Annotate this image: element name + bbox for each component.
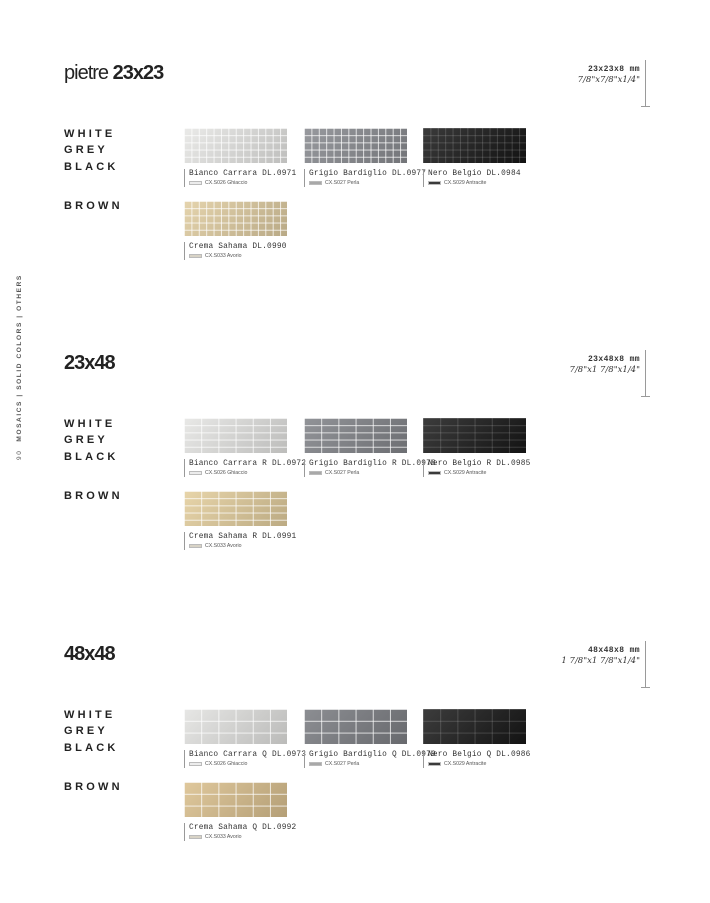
color-swatch xyxy=(309,471,322,475)
product-card xyxy=(304,709,436,768)
dimensions-mm: 48x48x8 mm xyxy=(587,646,640,655)
dimensions xyxy=(578,65,640,85)
mosaic-tile-image xyxy=(184,201,287,236)
product-code-text: CX.S029 Antracite xyxy=(444,470,487,476)
product-meta xyxy=(423,750,531,768)
product-name: Bianco Carrara R DL.0972 xyxy=(189,460,307,468)
title-size: 23x23 xyxy=(112,62,164,84)
product-name: Grigio Bardiglio DL.0977 xyxy=(309,170,427,178)
product-meta xyxy=(184,750,307,768)
product-code xyxy=(189,760,288,768)
dimensions xyxy=(570,355,640,375)
color-swatch xyxy=(189,835,202,839)
mosaic-tile-image xyxy=(184,709,287,744)
group-label-white-grey-black: WHITE GREY BLACK xyxy=(64,709,119,754)
product-card xyxy=(184,782,297,841)
divider-line xyxy=(645,641,646,688)
mosaic-tile-image xyxy=(184,418,287,453)
product-card xyxy=(304,418,436,477)
category-path: MOSAICS | SOLID COLORS | OTHERS xyxy=(16,274,23,442)
product-card xyxy=(184,418,307,477)
section-48x48 xyxy=(0,643,710,903)
product-meta xyxy=(184,169,297,187)
product-code-text: CX.S026 Ghiaccio xyxy=(205,470,248,476)
section-23x23 xyxy=(0,62,710,352)
dimensions-inch: 7/8"x7/8"x1/4" xyxy=(577,75,640,85)
product-code xyxy=(309,469,408,477)
product-name: Nero Belgio R DL.0985 xyxy=(428,460,531,468)
mosaic-tile-image xyxy=(423,418,526,453)
dimensions-inch: 1 7/8"x1 7/8"x1/4" xyxy=(561,656,640,666)
product-code xyxy=(189,542,288,550)
crosshair-mark xyxy=(641,687,650,688)
product-card xyxy=(423,709,531,768)
product-code xyxy=(309,179,408,187)
product-code-text: CX.S033 Avorio xyxy=(205,253,242,259)
product-name: Crema Sahama DL.0990 xyxy=(189,243,287,251)
group-label-brown: BROWN xyxy=(64,490,123,502)
mosaic-tile-image xyxy=(304,128,407,163)
product-card xyxy=(184,201,288,260)
product-meta xyxy=(423,459,531,477)
group-label-white-grey-black: WHITE GREY BLACK xyxy=(64,128,119,173)
product-card xyxy=(304,128,427,187)
product-code-text: CX.S029 Antracite xyxy=(444,761,487,767)
color-swatch xyxy=(189,181,202,185)
product-code-text: CX.S027 Perla xyxy=(325,761,360,767)
section-title xyxy=(64,643,115,666)
mosaic-tile-image xyxy=(184,491,287,526)
product-code xyxy=(189,469,288,477)
product-code xyxy=(428,469,527,477)
dimensions-mm: 23x48x8 mm xyxy=(587,355,640,364)
product-card xyxy=(184,128,297,187)
product-card xyxy=(423,418,531,477)
color-swatch xyxy=(189,471,202,475)
group-label-brown: BROWN xyxy=(64,200,123,212)
product-code xyxy=(189,833,288,841)
product-name: Crema Sahama R DL.0991 xyxy=(189,533,297,541)
product-meta xyxy=(184,242,288,260)
product-meta xyxy=(304,169,427,187)
page-number: 90 xyxy=(16,449,23,460)
product-card xyxy=(184,709,307,768)
product-name: Bianco Carrara DL.0971 xyxy=(189,170,297,178)
color-swatch xyxy=(428,762,441,766)
product-code xyxy=(189,252,288,260)
mosaic-tile-image xyxy=(184,128,287,163)
crosshair-mark xyxy=(641,396,650,397)
mosaic-tile-image xyxy=(184,782,287,817)
product-meta xyxy=(184,823,297,841)
group-label-white-grey-black: WHITE GREY BLACK xyxy=(64,418,119,463)
title-size: 48x48 xyxy=(64,643,115,665)
product-code xyxy=(428,179,527,187)
mosaic-tile-image xyxy=(423,128,526,163)
color-swatch xyxy=(189,544,202,548)
product-code-text: CX.S033 Avorio xyxy=(205,834,242,840)
product-meta xyxy=(304,459,436,477)
product-card xyxy=(423,128,527,187)
divider-line xyxy=(645,350,646,397)
color-swatch xyxy=(428,471,441,475)
product-code xyxy=(428,760,527,768)
product-meta xyxy=(304,750,436,768)
mosaic-tile-image xyxy=(423,709,526,744)
title-size: 23x48 xyxy=(64,352,115,374)
divider-line xyxy=(645,60,646,107)
product-code xyxy=(309,760,408,768)
product-name: Grigio Bardiglio R DL.0978 xyxy=(309,460,436,468)
product-meta xyxy=(184,459,307,477)
color-swatch xyxy=(189,762,202,766)
product-code-text: CX.S027 Perla xyxy=(325,180,360,186)
product-name: Crema Sahama Q DL.0992 xyxy=(189,824,297,832)
color-swatch xyxy=(189,254,202,258)
section-title xyxy=(64,352,115,375)
section-23x48 xyxy=(0,352,710,642)
mosaic-tile-image xyxy=(304,418,407,453)
group-label-brown: BROWN xyxy=(64,781,123,793)
product-code xyxy=(189,179,288,187)
dimensions-inch: 7/8"x1 7/8"x1/4" xyxy=(569,365,640,375)
color-swatch xyxy=(428,181,441,185)
product-name: Nero Belgio Q DL.0986 xyxy=(428,751,531,759)
dimensions-mm: 23x23x8 mm xyxy=(587,65,640,74)
color-swatch xyxy=(309,762,322,766)
mosaic-tile-image xyxy=(304,709,407,744)
title-prefix: pietre xyxy=(64,62,113,84)
product-name: Bianco Carrara Q DL.0973 xyxy=(189,751,307,759)
section-title xyxy=(64,62,163,85)
color-swatch xyxy=(309,181,322,185)
product-card xyxy=(184,491,297,550)
crosshair-mark xyxy=(641,106,650,107)
dimensions xyxy=(561,646,640,666)
product-name: Grigio Bardiglio Q DL.0979 xyxy=(309,751,436,759)
product-code-text: CX.S033 Avorio xyxy=(205,543,242,549)
product-name: Nero Belgio DL.0984 xyxy=(428,170,521,178)
product-code-text: CX.S026 Ghiaccio xyxy=(205,761,248,767)
product-code-text: CX.S027 Perla xyxy=(325,470,360,476)
product-meta xyxy=(184,532,297,550)
product-meta xyxy=(423,169,527,187)
product-code-text: CX.S029 Antracite xyxy=(444,180,487,186)
product-code-text: CX.S026 Ghiaccio xyxy=(205,180,248,186)
